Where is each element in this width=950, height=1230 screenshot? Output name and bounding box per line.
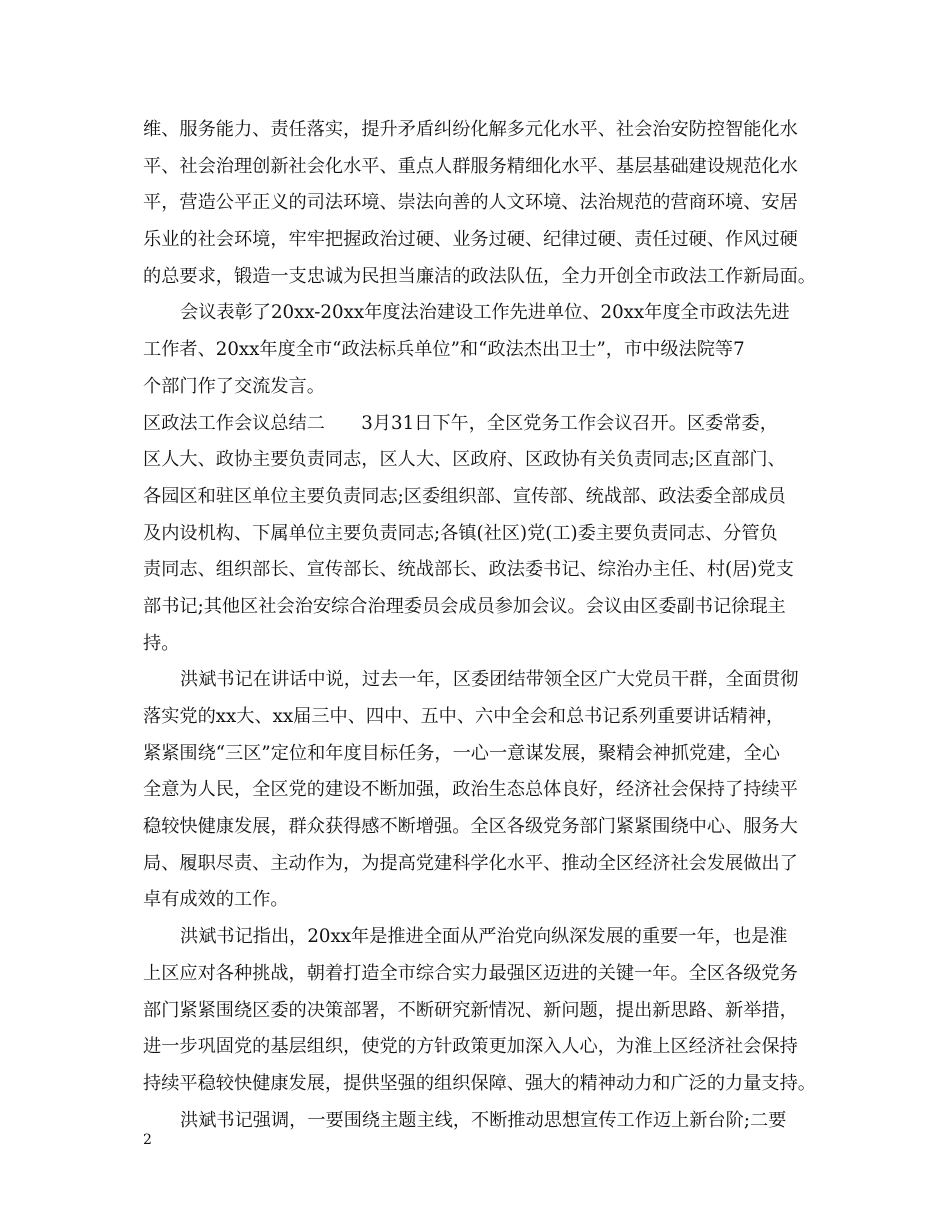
text-line: 责同志、组织部长、宣传部长、统战部长、政法委书记、综治办主任、村(居)党支 <box>143 559 794 581</box>
text-line: 区政法工作会议总结二 3月31日下午，全区党务工作会议召开。区委常委， <box>143 412 778 434</box>
paragraph-2 <box>143 295 825 405</box>
paragraph-1 <box>143 112 825 295</box>
text-line: 持。 <box>143 632 180 654</box>
text-line: 洪斌书记指出，20xx年是推进全面从严治党向纵深发展的重要一年，也是淮 <box>180 926 788 948</box>
text-line: 洪斌书记在讲话中说，过去一年，区委团结带领全区广大党员干群，全面贯彻 <box>180 669 799 691</box>
paragraph-4 <box>143 662 825 919</box>
text-line: 部书记;其他区社会治安综合治理委员会成员参加会议。会议由区委副书记徐琨主 <box>143 595 786 617</box>
text-line: 部门紧紧围绕区委的决策部署，不断研究新情况、新问题，提出新思路、新举措， <box>143 999 798 1021</box>
text-line: 区人大、政协主要负责同志，区人大、区政府、区政协有关负责同志;区直部门、 <box>143 449 786 471</box>
text-line: 洪斌书记强调，一要围绕主题主线，不断推动思想宣传工作迈上新台阶;二要 <box>180 1109 787 1131</box>
text-line: 全意为人民，全区党的建设不断加强，政治生态总体良好，经济社会保持了持续平 <box>143 779 798 801</box>
text-line: 持续平稳较快健康发展，提供坚强的组织保障、强大的精神动力和广泛的力量支持。 <box>143 1072 816 1094</box>
paragraph-6 <box>143 1103 825 1140</box>
text-line: 稳较快健康发展，群众获得感不断增强。全区各级党务部门紧紧围绕中心、服务大 <box>143 816 798 838</box>
text-line: 会议表彰了20xx-20xx年度法治建设工作先进单位、20xx年度全市政法先进 <box>180 302 790 324</box>
text-line: 个部门作了交流发言。 <box>143 375 325 397</box>
page-number: 2 <box>143 1132 152 1148</box>
text-line: 紧紧围绕“三区”定位和年度目标任务，一心一意谋发展，聚精会神抓党建，全心 <box>143 742 780 764</box>
text-line: 的总要求，锻造一支忠诚为民担当廉洁的政法队伍，全力开创全市政法工作新局面。 <box>143 265 816 287</box>
text-line: 卓有成效的工作。 <box>143 889 289 911</box>
text-line: 进一步巩固党的基层组织，使党的方针政策更加深入人心，为淮上区经济社会保持 <box>143 1036 798 1058</box>
text-line: 落实党的xx大、xx届三中、四中、五中、六中全会和总书记系列重要讲话精神， <box>143 706 785 727</box>
text-line: 工作者、20xx年度全市“政法标兵单位”和“政法杰出卫士”，市中级法院等7 <box>143 339 745 361</box>
text-line: 及内设机构、下属单位主要负责同志;各镇(社区)党(工)委主要负责同志、分管负 <box>143 522 778 544</box>
text-line: 乐业的社会环境，牢牢把握政治过硬、业务过硬、纪律过硬、责任过硬、作风过硬 <box>143 229 798 251</box>
document-body <box>143 112 825 1139</box>
text-line: 各园区和驻区单位主要负责同志;区委组织部、宣传部、统战部、政法委全部成员 <box>143 485 786 507</box>
text-line: 维、服务能力、责任落实，提升矛盾纠纷化解多元化水平、社会治安防控智能化水 <box>143 119 798 140</box>
paragraph-5 <box>143 919 825 1102</box>
text-line: 平，营造公平正义的司法环境、崇法向善的人文环境、法治规范的营商环境、安居 <box>143 192 798 214</box>
paragraph-3 <box>143 406 825 663</box>
text-line: 平、社会治理创新社会化水平、重点人群服务精细化水平、基层基础建设规范化水 <box>143 155 798 177</box>
text-line: 局、履职尽责、主动作为，为提高党建科学化水平、推动全区经济社会发展做出了 <box>143 852 798 874</box>
text-line: 上区应对各种挑战，朝着打造全市综合实力最强区迈进的关键一年。全区各级党务 <box>143 962 798 984</box>
